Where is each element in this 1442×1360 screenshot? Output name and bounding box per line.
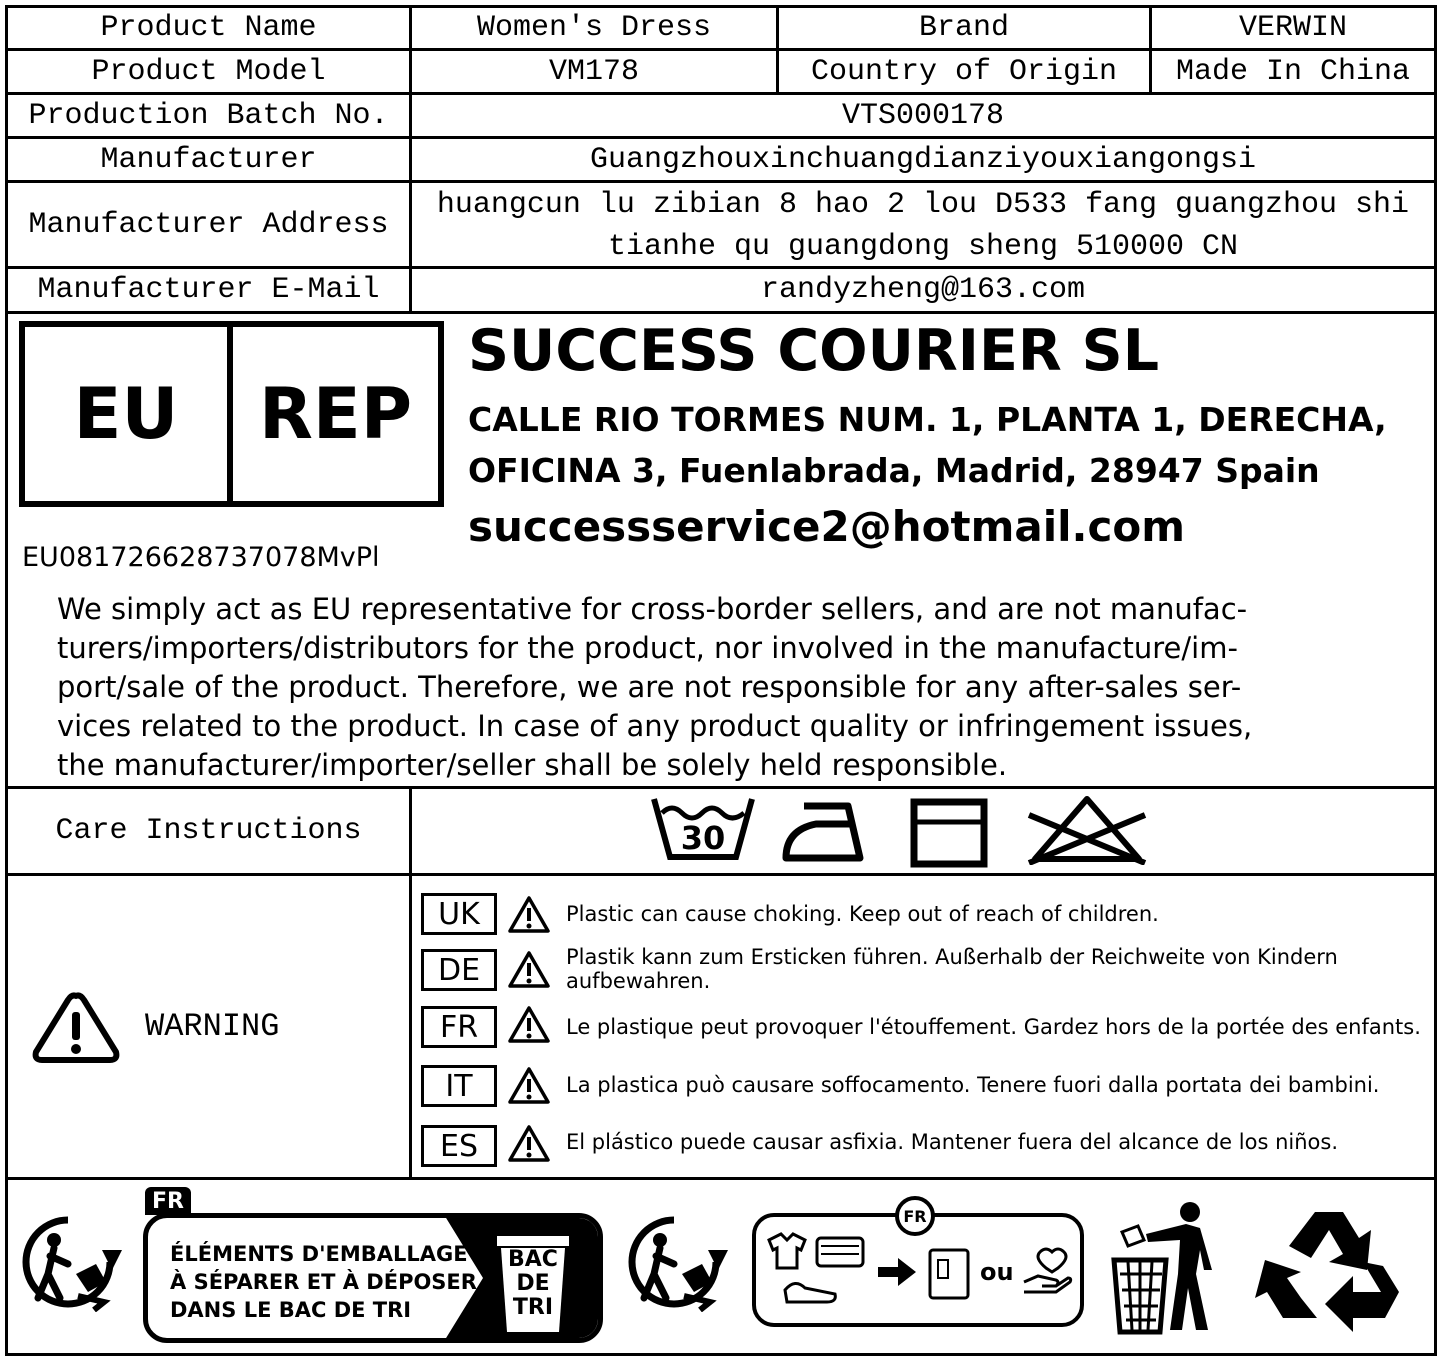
lang-badge-de: DE [421,949,497,991]
address-line1: huangcun lu zibian 8 hao 2 lou D533 fang guangzhou shi [436,188,1410,222]
eu-rep-email: successservice2@hotmail.com [468,502,1185,551]
bin-label-line: BAC [508,1247,558,1272]
donate-hand-icon [1020,1246,1074,1296]
recycle-icon [1255,1198,1415,1338]
eu-rep-company: SUCCESS COURIER SL [468,318,1160,384]
brand-value: VERWIN [1238,11,1348,45]
product-name-label: Product Name [100,11,317,45]
email-label: Manufacturer E-Mail [37,273,380,307]
warning-icon [507,895,551,935]
triman-text-line: À SÉPARER ET À DÉPOSER [170,1270,477,1294]
lang-badge-es: ES [421,1125,497,1167]
warning-icon [507,950,551,990]
manufacturer-label: Manufacturer [100,142,317,177]
triman-text [170,1240,477,1324]
lang-badge-it: IT [421,1065,497,1107]
eu-rep-address-line1: CALLE RIO TORMES NUM. 1, PLANTA 1, DERECHA, [468,400,1387,439]
address-label: Manufacturer Address [28,207,389,242]
bin-label-line: DE [516,1271,550,1296]
warning-text-uk: Plastic can cause choking. Keep out of reach of children. [566,902,1159,926]
email-value: randyzheng@163.com [760,273,1086,307]
collection-box-icon [926,1246,972,1302]
triman-info-box [143,1213,603,1343]
no-bleach-icon [1025,793,1149,865]
rep-mark: REP [258,373,413,455]
eu-mark: EU [73,373,179,455]
lang-badge-fr: FR [421,1006,497,1048]
clothes-shoes-icon [765,1232,875,1312]
disclaimer-line: We simply act as EU representative for cross-border sellers, and are not manufac- [57,592,1248,626]
warning-text-de [566,945,1338,993]
warning-icon [32,990,120,1064]
disclaimer-line: vices related to the product. In case of any product quality or infringement issues, [57,709,1253,743]
disclaimer [57,590,1427,785]
country-value: Made In China [1175,54,1411,89]
eu-rep-code: EU0817266287370​78MvPl [22,542,380,573]
warning-text-fr: Le plastique peut provoquer l'étouffement. Gardez hors de la portée des enfants. [566,1015,1421,1039]
brand-label: Brand [918,11,1009,45]
wash-30-icon [650,795,756,865]
triman-text-line: DANS LE BAC DE TRI [170,1298,412,1322]
triman-icon [618,1212,742,1312]
care-label: Care Instructions [55,814,362,848]
product-name-value: Women's Dress [476,11,712,45]
warning-text-line: aufbewahren. [566,969,711,993]
product-model-label: Product Model [91,54,326,89]
batch-value: VTS000178 [841,98,1005,133]
country-label: Country of Origin [810,54,1118,89]
arrow-right-icon [876,1256,918,1288]
bin-label-line: TRI [512,1295,554,1320]
warning-icon [507,1005,551,1045]
manufacturer-value: Guangzhouxinchuangdianziyouxiangongsi [589,142,1257,177]
eu-rep-address-line2: OFICINA 3, Fuenlabrada, Madrid, 28947 Spain [468,451,1320,490]
warning-icon [507,1124,551,1164]
triman-text-line: ÉLÉMENTS D'EMBALLAGE [170,1242,468,1266]
lang-badge-uk: UK [421,893,497,935]
triman-icon [18,1212,130,1312]
wash-temp: 30 [680,819,726,857]
batch-label: Production Batch No. [28,98,389,133]
warning-icon [507,1066,551,1106]
address-line2: tianhe qu guangdong sheng 510000 CN [607,230,1239,264]
warning-text-es: El plástico puede causar asfixia. Mantener fuera del alcance de los niños. [566,1130,1338,1154]
warning-text-it: La plastica può causare soffocamento. Tenere fuori dalla portata dei bambini. [566,1073,1380,1097]
bin-label [496,1248,570,1320]
disclaimer-line: port/sale of the product. Therefore, we are not responsible for any after-sales ser- [57,670,1242,704]
disclaimer-line: turers/importers/distributors for the product, nor involved in the manufacture/im- [57,631,1238,665]
warning-label: WARNING [145,1008,280,1045]
fr-tag: FR [152,1188,184,1214]
ou-text: ou [980,1258,1014,1286]
dispose-in-bin-icon [1108,1200,1228,1336]
disclaimer-line: the manufacturer/importer/seller shall be solely held responsible. [57,748,1008,782]
fr-circle: FR [903,1206,927,1226]
warning-text-line: Plastik kann zum Ersticken führen. Außerhalb der Reichweite von Kindern [566,945,1338,969]
iron-icon [782,800,866,864]
tumble-dry-icon [910,798,988,868]
product-model-value: VM178 [548,54,639,89]
